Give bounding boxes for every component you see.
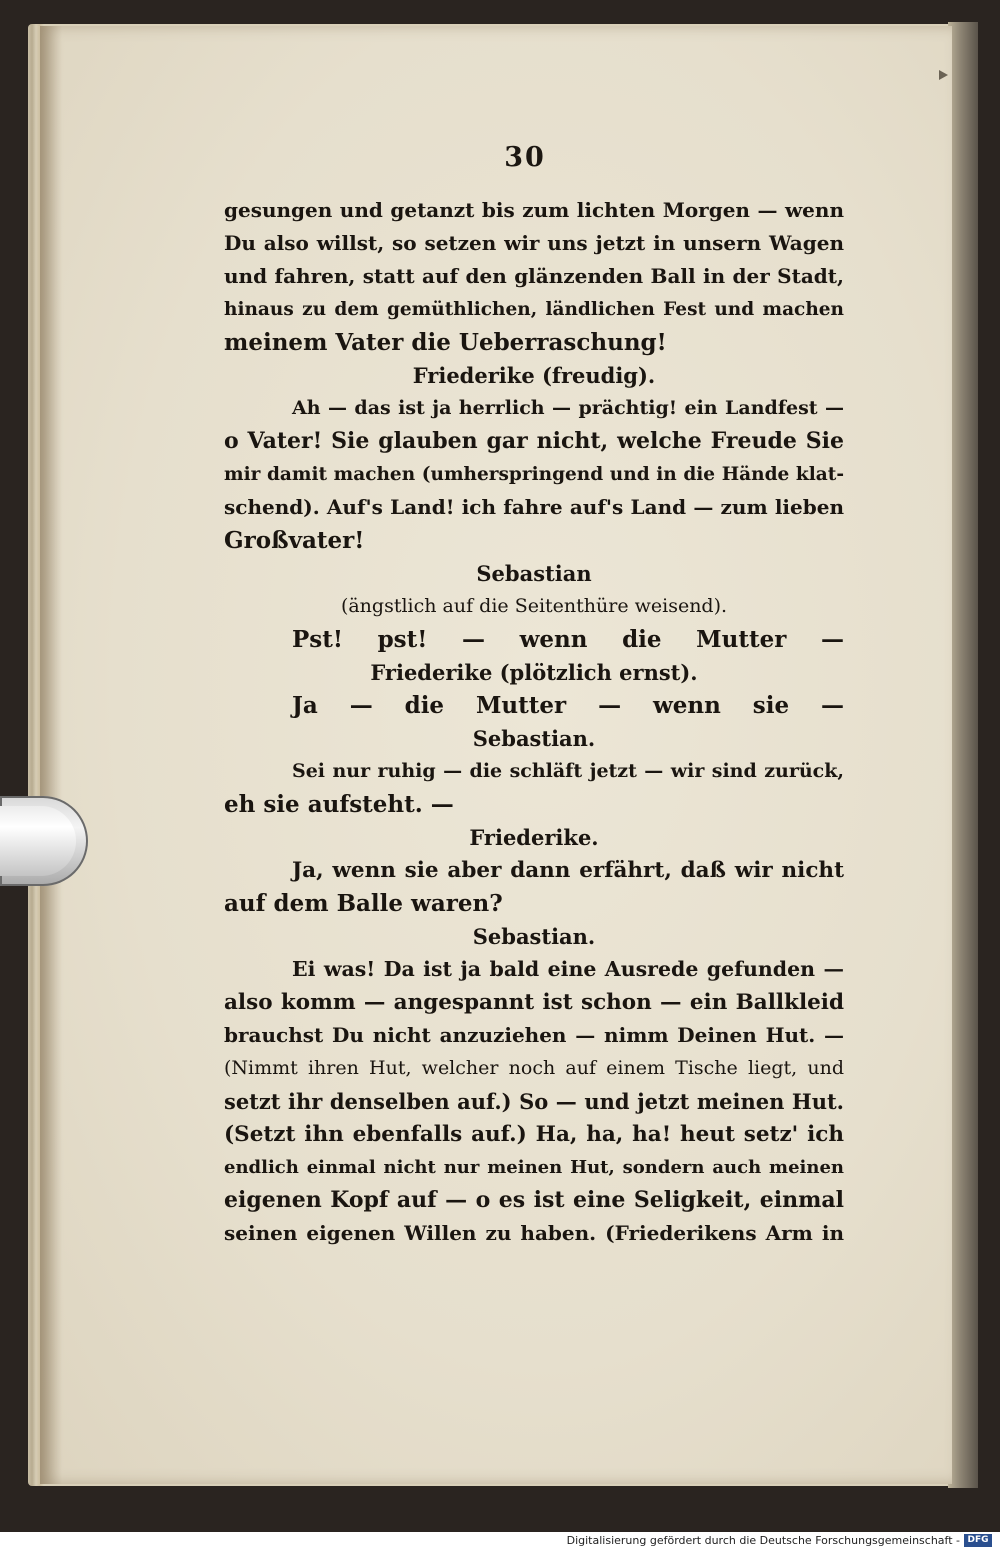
- text-line: Sebastian.: [472, 726, 596, 751]
- text-line: o Vater! Sie glauben gar nicht, welche Freude Sie: [224, 428, 844, 454]
- text-line: Sei nur ruhig — die schläft jetzt — wir sind zurück,: [292, 760, 844, 782]
- dfg-logo: DFG: [964, 1534, 992, 1547]
- text-line: Ei was! Da ist ja bald eine Ausrede gefunden —: [292, 957, 844, 981]
- text-line: (ängstlich auf die Seitenthüre weisend).: [340, 595, 728, 617]
- text-line: eigenen Kopf auf — o es ist eine Seligkeit, einmal: [224, 1187, 844, 1213]
- text-line: Ah — das ist ja herrlich — prächtig! ein Landfest —: [292, 397, 844, 419]
- text-line: mir damit machen (umherspringend und in die Hände klat-: [224, 464, 844, 485]
- text-line: Du also willst, so setzen wir uns jetzt in unsern Wagen: [224, 231, 844, 255]
- text-line: Sebastian.: [472, 924, 596, 949]
- text-line: schend). Auf's Land! ich fahre auf's Land — zum lieben: [224, 495, 844, 519]
- text-line: Großvater!: [224, 527, 365, 554]
- text-line: brauchst Du nicht anzuziehen — nimm Deinen Hut. —: [224, 1023, 844, 1047]
- text-line: (Setzt ihn ebenfalls auf.) Ha, ha, ha! heut setz' ich: [224, 1122, 844, 1147]
- text-line: Ja, wenn sie aber dann erfährt, daß wir nicht: [292, 858, 844, 883]
- text-line: Friederike (freudig).: [412, 363, 656, 388]
- corner-mark-icon: [939, 70, 948, 80]
- text-line: Pst! pst! — wenn die Mutter —: [292, 626, 844, 653]
- right-page-edge: [948, 22, 978, 1488]
- footer-credit: Digitalisierung gefördert durch die Deutsche Forschungsgemeinschaft -: [566, 1534, 960, 1547]
- text-line: hinaus zu dem gemüthlichen, ländlichen Fest und machen: [224, 299, 844, 320]
- text-line: eh sie aufsteht. —: [224, 791, 454, 818]
- text-line: Ja — die Mutter — wenn sie —: [292, 692, 844, 719]
- page-number: 30: [504, 142, 546, 173]
- text-line: seinen eigenen Willen zu haben. (Friederikens Arm in: [224, 1221, 844, 1245]
- text-line: also komm — angespannt ist schon — ein Ballkleid: [224, 990, 844, 1015]
- text-line: meinem Vater die Ueberraschung!: [224, 329, 667, 356]
- text-line: auf dem Balle waren?: [224, 890, 503, 917]
- page-gutter-shadow: [40, 26, 62, 1484]
- text-line: endlich einmal nicht nur meinen Hut, sondern auch meinen: [224, 1157, 844, 1178]
- text-line: gesungen und getanzt bis zum lichten Morgen — wenn: [224, 198, 844, 222]
- text-line: (Nimmt ihren Hut, welcher noch auf einem Tische liegt, und: [224, 1057, 844, 1079]
- text-line: Friederike (plötzlich ernst).: [370, 660, 698, 685]
- text-line: Sebastian: [476, 561, 592, 586]
- page-clip-highlight: [0, 806, 76, 876]
- text-line: Friederike.: [469, 825, 599, 850]
- text-line: setzt ihr denselben auf.) So — und jetzt meinen Hut.: [224, 1089, 844, 1114]
- text-line: und fahren, statt auf den glänzenden Ball in der Stadt,: [224, 264, 844, 288]
